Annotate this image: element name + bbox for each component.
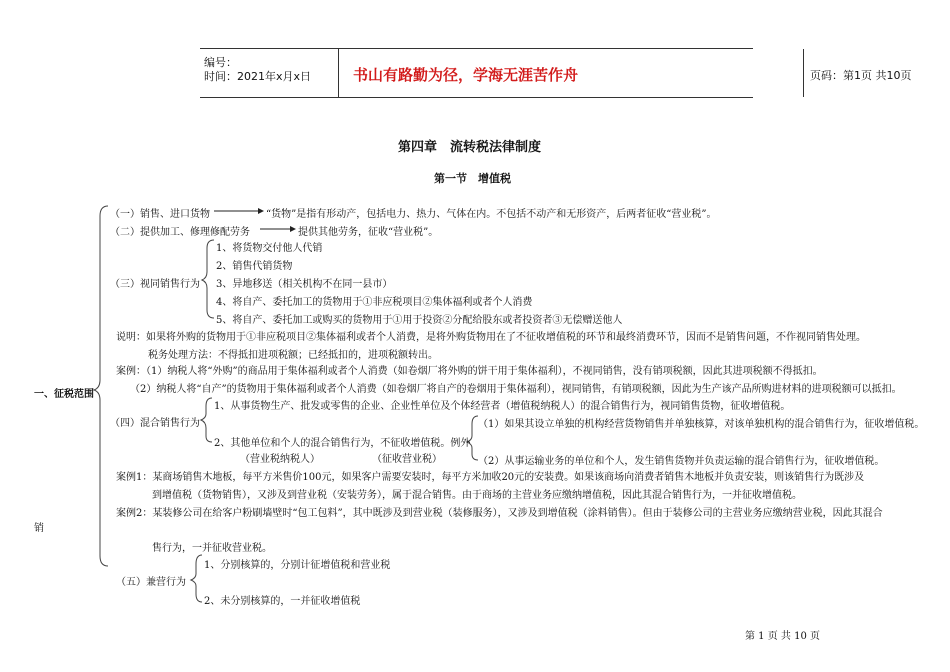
item-3-label: （三）视同销售行为 — [110, 279, 200, 290]
case-2: （2）纳税人将“自产”的货物用于集体福利或者个人消费（如卷烟厂将自产的卷烟用于集体福利），视同销售，有销项税额，因此为生产该产品所购进材料的进项税额可以抵扣。 — [130, 384, 902, 395]
note-tax-treatment: 税务处理方法：不得抵扣进项税额；已经抵扣的，进项税额转出。 — [148, 350, 438, 361]
item-3-sub-1: 1、将货物交付他人代销 — [216, 243, 323, 254]
item-5-sub-1: 1、分别核算的，分别计征增值税和营业税 — [204, 560, 391, 571]
arrow-services-head — [290, 226, 296, 232]
arrow-goods-head — [258, 208, 264, 214]
example-2-line-2: 售行为，一并征收营业税。 — [152, 543, 272, 554]
concurrent-brace — [191, 555, 202, 602]
deemed-sales-brace — [202, 240, 214, 318]
item-4-exception-2: （2）从事运输业务的单位和个人，发生销售货物并负责运输的混合销售行为，征收增值税。 — [478, 456, 885, 467]
page-number-label: 页码：第1页 共10页 — [810, 69, 912, 82]
case-1: 案例：（1）纳税人将“外购”的商品用于集体福利或者个人消费（如卷烟厂将外购的饼干用于集体福利），不视同销售，没有销项税额，因此其进项税额不得抵扣。 — [116, 366, 823, 377]
item-4-sub-1: 1、从事货物生产、批发或零售的企业、企业性单位及个体经营者（增值税纳税人）的混合销售行为，视同销售货物，征收增值税。 — [214, 401, 791, 412]
item-1-label: （一）销售、进口货物 — [110, 209, 210, 220]
scope-label: 一、征税范围 — [34, 389, 94, 400]
item-3-sub-2: 2、销售代销货物 — [216, 261, 293, 272]
example-1-line-1: 案例1：某商场销售木地板，每平方米售价100元，如果客户需要安装时，每平方米加收20元的安装费。如果该商场向消费者销售木地板并负责安装，则该销售行为既涉及 — [116, 472, 865, 483]
page-footer: 第 1 页 共 10 页 — [745, 631, 820, 642]
chapter-title: 第四章 流转税法律制度 — [398, 140, 542, 155]
item-3-sub-5: 5、将自产、委托加工或购买的货物用于①用于投资②分配给股东或者投资者③无偿赠送他人 — [216, 315, 623, 326]
item-4-sub-2-taxpayer: （营业税纳税人） — [240, 454, 320, 465]
example-2-line-1: 案例2：某装修公司在给客户粉刷墙壁时“包工包料”，其中既涉及到营业税（装修服务），又涉及到增值税（涂料销售）。但由于装修公司的主营业务应缴纳营业税，因此其混合 — [116, 508, 883, 519]
item-5-sub-2: 2、未分别核算的，一并征收增值税 — [204, 596, 361, 607]
side-char: 销 — [34, 523, 44, 534]
note-explanation: 说明：如果将外购的货物用于①非应税项目②集体福利或者个人消费，是将外购货物用在了不征收增值税的环节和最终消费环节，因而不是销售问题，不作视同销售处理。 — [116, 332, 866, 343]
section-title: 第一节 增值税 — [434, 172, 511, 185]
motto-text: 书山有路勤为径，学海无涯苦作舟 — [353, 66, 579, 84]
item-3-sub-4: 4、将自产、委托加工的货物用于①非应税项目②集体福利或者个人消费 — [216, 297, 533, 308]
item-4-sub-2: 2、其他单位和个人的混合销售行为，不征收增值税。例外 — [214, 438, 471, 449]
doc-time-label: 时间：2021年x月x日 — [204, 70, 312, 83]
item-4-exception-1: （1）如果其设立单独的机构经营货物销售并单独核算，对该单独机构的混合销售行为，征收增值税。 — [478, 419, 925, 430]
item-2-label: （二）提供加工、修理修配劳务 — [110, 227, 250, 238]
item-4-sub-2-levy: （征收营业税） — [372, 454, 442, 465]
item-1-desc: “货物”是指有形动产，包括电力、热力、气体在内。不包括不动产和无形资产，后两者征收“营业税”。 — [266, 209, 717, 220]
item-4-label: （四）混合销售行为 — [110, 418, 200, 429]
main-brace — [94, 206, 108, 566]
item-3-sub-3: 3、异地移送（相关机构不在同一县市） — [216, 279, 393, 290]
item-2-desc: 提供其他劳务，征收“营业税”。 — [298, 227, 439, 238]
example-1-line-2: 到增值税（货物销售），又涉及到营业税（安装劳务），属于混合销售。由于商场的主营业务应缴纳增值税，因此其混合销售行为，一并征收增值税。 — [152, 490, 802, 501]
mixed-sales-brace — [201, 398, 212, 442]
item-5-label: （五）兼营行为 — [116, 577, 186, 588]
doc-number-label: 编号： — [204, 56, 237, 69]
